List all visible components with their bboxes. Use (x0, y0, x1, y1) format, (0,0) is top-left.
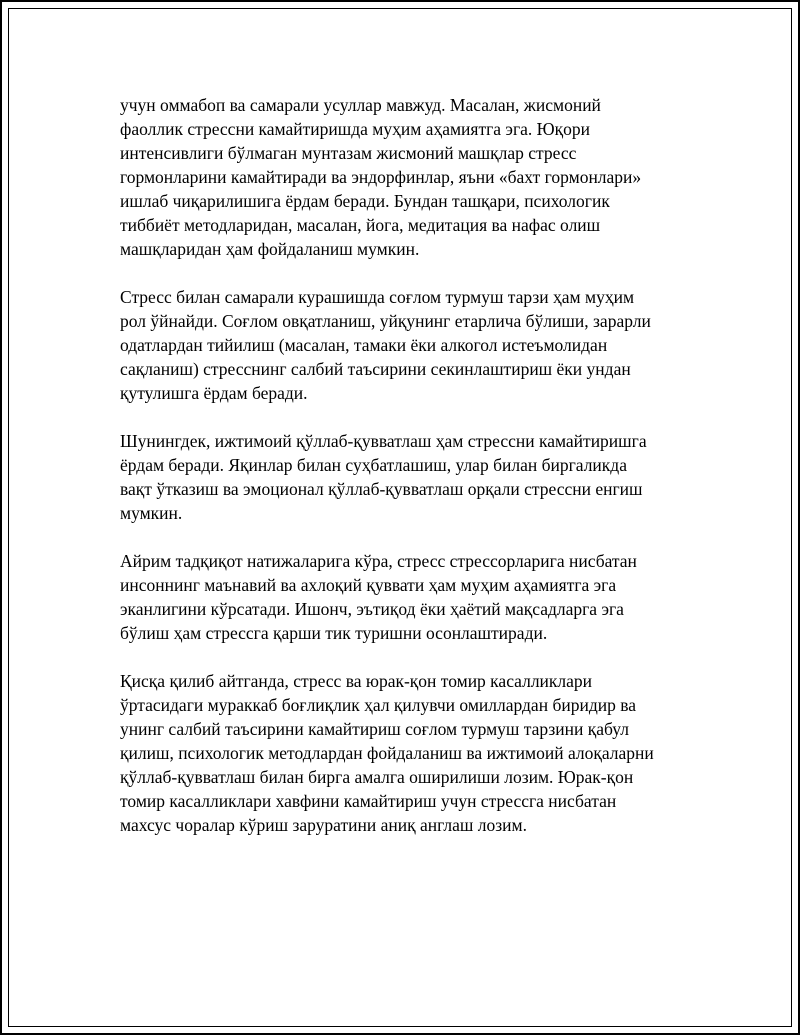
text-line: гормонларини камайтиради ва эндорфинлар, яъни «бахт гормонлари» (120, 167, 642, 187)
paragraph-4 (120, 549, 700, 645)
text-line: унинг салбий таъсирини камайтириш соғлом турмуш тарзини қабул (120, 719, 629, 739)
text-line: ўртасидаги мураккаб боғлиқлик ҳал қилувчи омиллардан биридир ва (120, 695, 637, 715)
text-line: инсоннинг маънавий ва ахлоқий қуввати ҳам муҳим аҳамиятга эга (120, 575, 617, 595)
paragraph-2 (120, 285, 700, 405)
text-line: Стресс билан самарали курашишда соғлом турмуш тарзи ҳам муҳим (120, 287, 635, 307)
text-line: ёрдам беради. Яқинлар билан суҳбатлашиш, улар билан биргаликда (120, 455, 627, 475)
document-body (120, 93, 700, 861)
paragraph-1 (120, 93, 700, 261)
text-line: интенсивлиги бўлмаган мунтазам жисмоний машқлар стресс (120, 143, 577, 163)
text-line: одатлардан тийилиш (масалан, тамаки ёки алкогол истеъмолидан (120, 335, 608, 355)
text-line: қутулишга ёрдам беради. (120, 383, 308, 403)
text-line: тиббиёт методларидан, масалан, йога, медитация ва нафас олиш (120, 215, 601, 235)
text-line: мумкин. (120, 503, 183, 523)
text-line: қилиш, психологик методлардан фойдаланиш ва ижтимоий алоқаларни (120, 743, 654, 763)
text-line: Айрим тадқиқот натижаларига кўра, стресс стрессорларига нисбатан (120, 551, 637, 571)
paragraph-3 (120, 429, 700, 525)
text-line: эканлигини кўрсатади. Ишонч, эътиқод ёки ҳаётий мақсадларга эга (120, 599, 624, 619)
text-line: учун оммабоп ва самарали усуллар мавжуд. Масалан, жисмоний (120, 95, 601, 115)
text-line: сақланиш) стресснинг салбий таъсирини секинлаштириш ёки ундан (120, 359, 631, 379)
text-line: қўллаб-қувватлаш билан бирга амалга оширилиши лозим. Юрак-қон (120, 767, 634, 787)
text-line: Қисқа қилиб айтганда, стресс ва юрак-қон томир касалликлари (120, 671, 593, 691)
text-line: фаоллик стрессни камайтиришда муҳим аҳамиятга эга. Юқори (120, 119, 590, 139)
text-line: ишлаб чиқарилишига ёрдам беради. Бундан ташқари, психологик (120, 191, 610, 211)
text-line: томир касалликлари хавфини камайтириш учун стрессга нисбатан (120, 791, 617, 811)
text-line: машқларидан ҳам фойдаланиш мумкин. (120, 239, 420, 259)
text-line: бўлиш ҳам стрессга қарши тик туришни осонлаштиради. (120, 623, 548, 643)
paragraph-5 (120, 669, 700, 837)
text-line: рол ўйнайди. Соғлом овқатланиш, уйқунинг етарлича бўлиши, зарарли (120, 311, 651, 331)
text-line: Шунингдек, ижтимоий қўллаб-қувватлаш ҳам стрессни камайтиришга (120, 431, 647, 451)
text-line: махсус чоралар кўриш заруратини аниқ англаш лозим. (120, 815, 527, 835)
text-line: вақт ўтказиш ва эмоционал қўллаб-қувватлаш орқали стрессни енгиш (120, 479, 643, 499)
